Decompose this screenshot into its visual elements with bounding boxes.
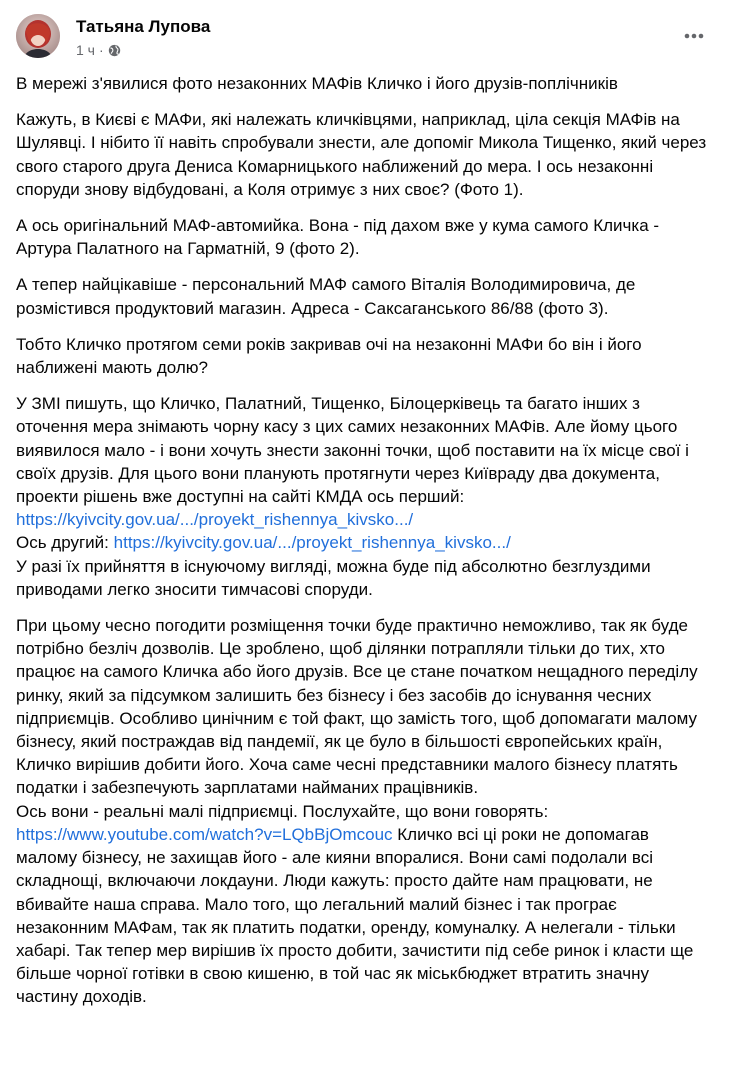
post-header [16,8,714,64]
link-document-1[interactable]: https://kyivcity.gov.ua/.../proyekt_rishennya_kivsko.../ [16,510,414,530]
globe-icon[interactable] [108,44,121,57]
post-time[interactable]: 1 ч [76,42,95,58]
more-options-button[interactable] [678,20,710,52]
avatar-image [16,14,60,58]
paragraph-1: В мережі з'явилися фото незаконних МАФів Кличко і його друзів-поплічників [16,74,618,93]
paragraph-2: Кажуть, в Києві є МАФи, які належать кличківцями, наприклад, ціла секція МАФів на Шулявці. І нібито її навіть спробували знести, але допоміг Микола Тищенко, який через свого старого друга Дениса Комарницького наближений до мера. І ось незаконні споруди знову відбудовані, а Коля отримує з них своє? (Фото 1). [16,110,707,199]
paragraph-5: Тобто Кличко протягом семи років закривав очі на незаконні МАФи бо він і його наближені мають долю? [16,334,642,378]
paragraph-7: При цьому чесно погодити розміщення точки буде практично неможливо, так як буде потрібно безліч дозволів. Це зроблено, щоб ділянки потрапляли тільки до тих, хто працює на самого Кличка або його друзів. Все це стане початком нещадного переділу ринку, який за підсумком залишить без бізнесу і без засобів до існування чесних підприємців. Особливо цинічним є той факт, що замість того, щоб допомагати малому бізнесу, який постраждав від пандемії, як це було в більшості європейських країн, Кличко вирішив добити його. Хоча саме чесні представники малого бізнесу платять податки і забезпечують зарплатами найманих працівників. [16,616,698,798]
post-meta [76,42,121,58]
meta-separator: · [98,42,104,58]
paragraph-6 [16,392,714,601]
paragraph-8-intro: Ось вони - реальні малі підприємці. Послухайте, що вони говорять: [16,801,549,821]
post-body [16,72,714,1022]
link-youtube-video[interactable]: https://www.youtube.com/watch?v=LQbBjOmcouc [16,824,393,844]
paragraph-3: А ось оригінальний МАФ-автомийка. Вона - під дахом вже у кума самого Кличка - Артура Палатного на Гарматній, 9 (фото 2). [16,216,660,259]
second-doc-label: Ось другий: [16,533,114,553]
author-name[interactable]: Татьяна Лупова [76,17,211,36]
paragraph-6-text: У ЗМІ пишуть, що Кличко, Палатний, Тищенко, Білоцерківець та багато інших з оточення мера знімають чорну касу з цих самих незаконних МАФів. Але йому цього виявилося мало - і вони хочуть знести законні точки, щоб поставити на їх місце свої і своїх друзів. Для цього вони планують протягнути через Київраду два документа, проекти рішень вже доступні на сайті КМДА ось перший: [16,394,689,507]
avatar[interactable] [16,14,60,58]
paragraph-4: А тепер найцікавіше - персональний МАФ самого Віталія Володимировича, де розмістився продуктовий магазин. Адреса - Саксаганського 86/88 (фото 3). [16,275,636,318]
paragraph-8 [16,800,714,1009]
more-dots-icon [684,33,704,39]
paragraph-8-text: Кличко всі ці роки не допомагав малому бізнесу, не захищав його - але кияни впоралися. Вони самі подолали всі складнощі, включаючи локдауни. Люди кажуть: просто дайте нам працювати, не вбивайте наша справа. Мало того, що легальний малий бізнес і так програє незаконним МАФам, так як платить податки, оренду, комуналку. А нелегали - тільки хабарі. Так тепер мер вирішив їх просто добити, зачистити під себе ринок і класти ще більше чорної готівки в свою кишеню, в той час як міськбюджет втратить значну частину доходів. [16,824,694,1007]
link-document-2[interactable]: https://kyivcity.gov.ua/.../proyekt_rishennya_kivsko.../ [113,533,511,553]
paragraph-6-continuation: У разі їх прийняття в існуючому вигляді, можна буде під абсолютно безглуздими приводами легко зносити тимчасові споруди. [16,556,651,599]
